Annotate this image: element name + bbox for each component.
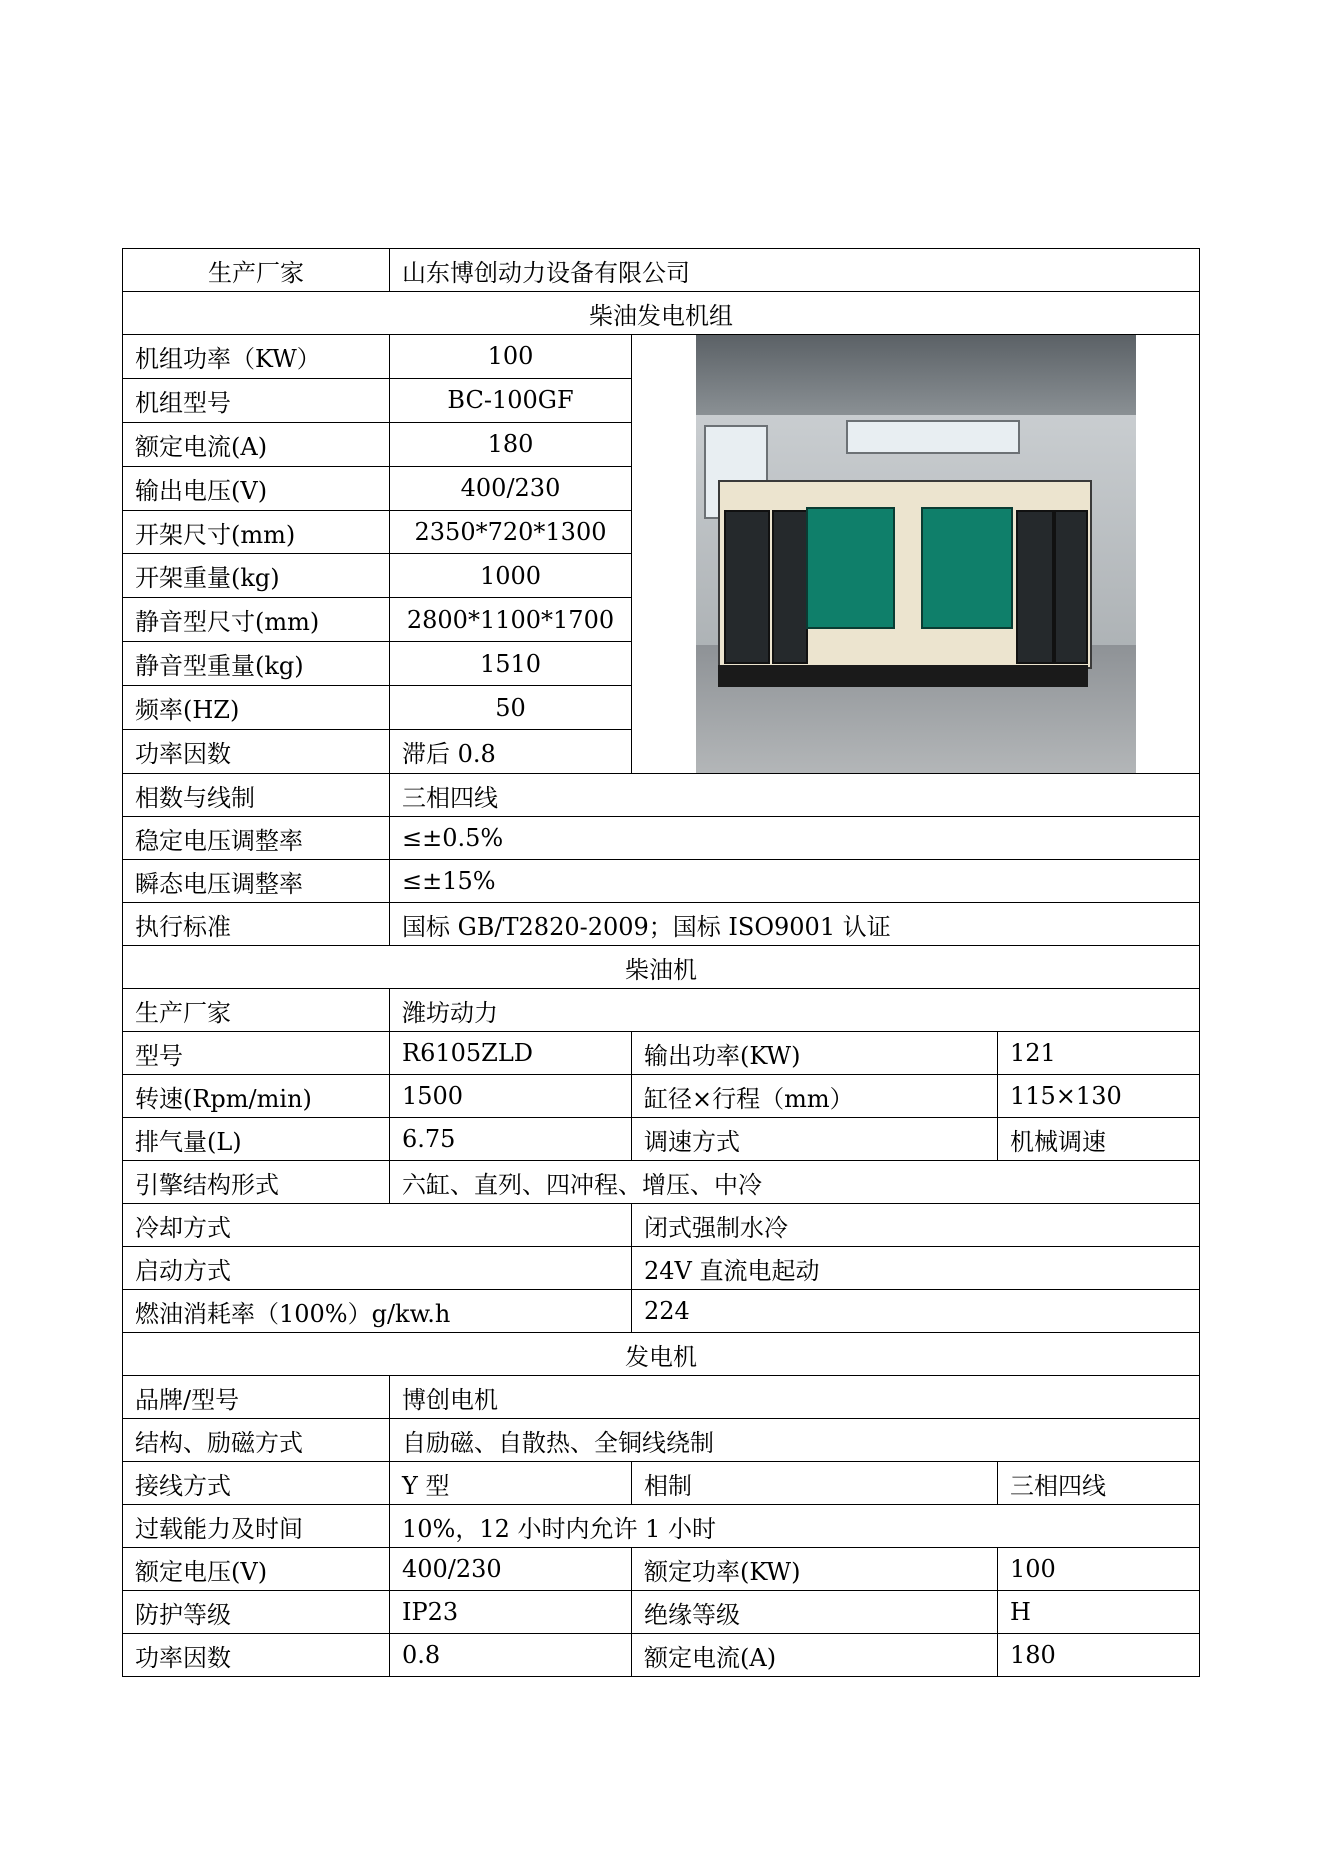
spec-value: 50 [390,686,632,730]
spec-value: IP23 [390,1591,632,1634]
spec-value: 自励磁、自散热、全铜线绕制 [390,1419,1200,1462]
spec-label: 品牌/型号 [123,1376,390,1419]
section-header-genset [123,292,1200,335]
spec-label: 过载能力及时间 [123,1505,390,1548]
engine-row [123,1204,1200,1247]
spec-value: 10%，12 小时内允许 1 小时 [390,1505,1200,1548]
spec-label: 额定电流(A) [632,1634,998,1677]
alternator-row [123,1548,1200,1591]
spec-value: 闭式强制水冷 [632,1204,1200,1247]
alternator-row [123,1505,1200,1548]
spec-label: 额定电压(V) [123,1548,390,1591]
alternator-row [123,1634,1200,1677]
section-header-engine [123,946,1200,989]
section-title-genset: 柴油发电机组 [123,292,1200,335]
spec-value: 400/230 [390,466,632,510]
spec-value: 1500 [390,1075,632,1118]
section-title-alternator: 发电机 [123,1333,1200,1376]
spec-label: 功率因数 [123,1634,390,1677]
spec-label: 启动方式 [123,1247,632,1290]
spec-value: 400/230 [390,1548,632,1591]
spec-label: 稳定电压调整率 [123,817,390,860]
section-header-alternator [123,1333,1200,1376]
alternator-row [123,1591,1200,1634]
spec-value: R6105ZLD [390,1032,632,1075]
spec-label: 转速(Rpm/min) [123,1075,390,1118]
spec-value: 滞后 0.8 [390,730,632,774]
genset-extra-row [123,860,1200,903]
genset-photo [696,335,1136,773]
spec-value: 0.8 [390,1634,632,1677]
engine-row [123,1247,1200,1290]
spec-value: 180 [390,422,632,466]
genset-extra-row [123,774,1200,817]
spec-label: 开架重量(kg) [123,554,390,598]
spec-value: 三相四线 [390,774,1200,817]
spec-value: 121 [998,1032,1200,1075]
manufacturer-value: 山东博创动力设备有限公司 [390,249,1200,292]
spec-value: 三相四线 [998,1462,1200,1505]
spec-label: 冷却方式 [123,1204,632,1247]
spec-value: 机械调速 [998,1118,1200,1161]
spec-value: 115×130 [998,1075,1200,1118]
spec-label: 功率因数 [123,730,390,774]
spec-value: H [998,1591,1200,1634]
spec-label: 型号 [123,1032,390,1075]
spec-value: 博创电机 [390,1376,1200,1419]
spec-value: 224 [632,1290,1200,1333]
spec-table [122,248,1200,1677]
manufacturer-label: 生产厂家 [123,249,390,292]
spec-value: 6.75 [390,1118,632,1161]
alternator-row [123,1376,1200,1419]
manufacturer-row [123,249,1200,292]
spec-label: 机组型号 [123,378,390,422]
spec-label: 机组功率（KW） [123,335,390,379]
engine-row [123,1290,1200,1333]
spec-label: 相数与线制 [123,774,390,817]
section-title-engine: 柴油机 [123,946,1200,989]
spec-label: 输出电压(V) [123,466,390,510]
spec-label: 调速方式 [632,1118,998,1161]
spec-value: ≤±0.5% [390,817,1200,860]
spec-label: 执行标准 [123,903,390,946]
spec-label: 防护等级 [123,1591,390,1634]
spec-label: 结构、励磁方式 [123,1419,390,1462]
spec-value: 100 [998,1548,1200,1591]
spec-value: Y 型 [390,1462,632,1505]
spec-label: 接线方式 [123,1462,390,1505]
spec-value: 潍坊动力 [390,989,1200,1032]
spec-label: 排气量(L) [123,1118,390,1161]
engine-manufacturer-row [123,989,1200,1032]
genset-extra-row [123,903,1200,946]
spec-value: 1510 [390,642,632,686]
engine-row [123,1075,1200,1118]
spec-label: 静音型重量(kg) [123,642,390,686]
spec-value: 2800*1100*1700 [390,598,632,642]
engine-row [123,1032,1200,1075]
spec-label: 生产厂家 [123,989,390,1032]
spec-label: 绝缘等级 [632,1591,998,1634]
alternator-row [123,1462,1200,1505]
alternator-row [123,1419,1200,1462]
spec-label: 额定电流(A) [123,422,390,466]
engine-row [123,1118,1200,1161]
spec-value: 100 [390,335,632,379]
spec-value: 1000 [390,554,632,598]
spec-label: 引擎结构形式 [123,1161,390,1204]
spec-label: 开架尺寸(mm) [123,510,390,554]
spec-label: 缸径×行程（mm） [632,1075,998,1118]
spec-label: 频率(HZ) [123,686,390,730]
spec-value: ≤±15% [390,860,1200,903]
genset-spec-row [123,335,1200,379]
engine-structure-row [123,1161,1200,1204]
spec-value: 24V 直流电起动 [632,1247,1200,1290]
spec-label: 静音型尺寸(mm) [123,598,390,642]
spec-label: 相制 [632,1462,998,1505]
spec-value: 2350*720*1300 [390,510,632,554]
spec-value: 国标 GB/T2820-2009；国标 ISO9001 认证 [390,903,1200,946]
spec-label: 瞬态电压调整率 [123,860,390,903]
spec-value: 180 [998,1634,1200,1677]
spec-label: 燃油消耗率（100%）g/kw.h [123,1290,632,1333]
spec-label: 输出功率(KW) [632,1032,998,1075]
spec-label: 额定功率(KW) [632,1548,998,1591]
genset-extra-row [123,817,1200,860]
genset-photo-cell [632,335,1200,774]
spec-value: 六缸、直列、四冲程、增压、中冷 [390,1161,1200,1204]
spec-value: BC-100GF [390,378,632,422]
